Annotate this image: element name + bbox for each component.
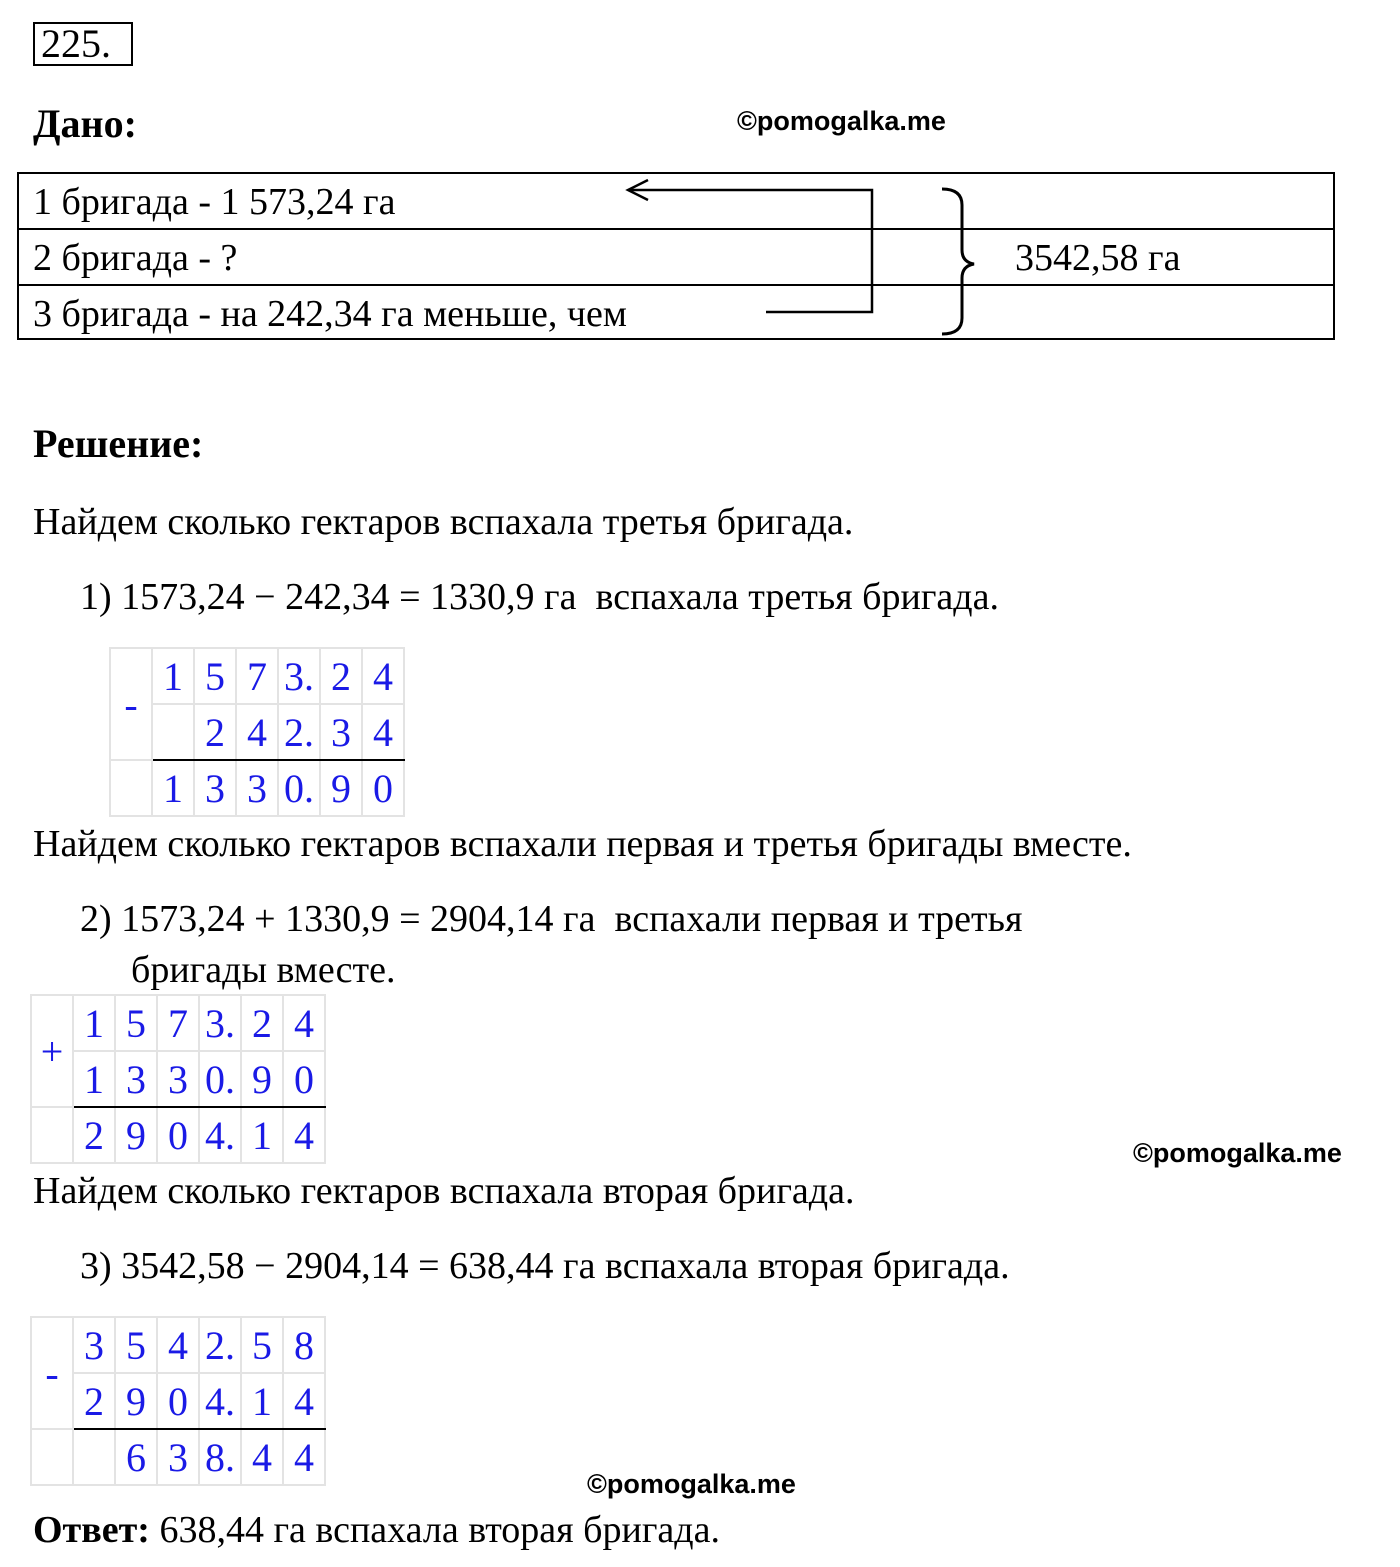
calc-row [31, 1317, 325, 1373]
arrow-icon [628, 180, 872, 312]
calc-cell: 2 [241, 995, 283, 1051]
calc-cell: 3 [115, 1051, 157, 1107]
calc-cell: 2 [320, 648, 362, 704]
given-row-3: 3 бригада - на 242,34 га меньше, чем [33, 293, 627, 335]
calc-cell: 4. [199, 1107, 241, 1163]
calc-operator: - [31, 1317, 73, 1429]
calc-row [31, 1429, 325, 1485]
calc-cell [31, 1107, 73, 1163]
calc-cell: 9 [115, 1373, 157, 1429]
calc-row [110, 648, 404, 704]
step2-text: Найдем сколько гектаров вспахали первая и третья бригады вместе. [33, 823, 1132, 865]
calc-cell: 8. [199, 1429, 241, 1485]
step2-number: 2) [80, 898, 112, 940]
calc-cell: 0 [362, 760, 404, 816]
step3-equation [80, 1244, 1010, 1288]
calc-operator: + [31, 995, 73, 1107]
calc-cell: 4 [283, 995, 325, 1051]
calc-cell: 1 [241, 1107, 283, 1163]
calc-cell: 5 [241, 1317, 283, 1373]
calc-cell: 1 [152, 760, 194, 816]
calc-cell: 3 [157, 1051, 199, 1107]
calc-cell: 0. [278, 760, 320, 816]
brace-icon [942, 189, 974, 334]
step2-equation [80, 897, 1022, 941]
answer-label: Ответ: [33, 1509, 150, 1551]
calc-addition-2 [30, 994, 326, 1164]
calc-cell: 4 [362, 704, 404, 760]
calc-cell: 5 [115, 995, 157, 1051]
step1-number: 1) [80, 576, 112, 618]
calc-cell: 0. [199, 1051, 241, 1107]
step1-math: 1573,24 − 242,34 = 1330,9 га [121, 576, 577, 618]
step3-tail: вспахала вторая бригада. [604, 1245, 1010, 1287]
given-heading: Дано: [33, 101, 137, 146]
given-connectors [0, 0, 1400, 400]
step1-tail: вспахала третья бригада. [595, 576, 999, 618]
calc-cell: 2. [199, 1317, 241, 1373]
given-row-2: 2 бригада - ? [33, 237, 238, 279]
step2-tail: вспахали первая и третья [614, 898, 1023, 940]
watermark-top: ©pomogalka.me [737, 106, 946, 136]
calc-row [31, 995, 325, 1051]
given-row-1: 1 бригада - 1 573,24 га [33, 181, 396, 223]
calc-cell: 1 [73, 995, 115, 1051]
watermark-bottom: ©pomogalka.me [587, 1469, 796, 1499]
calc-cell: 3 [157, 1429, 199, 1485]
calc-cell: 4 [236, 704, 278, 760]
calc-cell: 2 [73, 1107, 115, 1163]
calc-cell: 7 [157, 995, 199, 1051]
step3-math: 3542,58 − 2904,14 = 638,44 га [121, 1245, 596, 1287]
answer [33, 1508, 720, 1552]
calc-cell: 3 [320, 704, 362, 760]
calc-row [110, 760, 404, 816]
step2-tail-2: бригады вместе. [131, 949, 396, 991]
calc-cell: 4 [283, 1107, 325, 1163]
step3-text: Найдем сколько гектаров вспахала вторая бригада. [33, 1170, 855, 1212]
calc-cell: 3. [278, 648, 320, 704]
calc-cell: 4 [283, 1373, 325, 1429]
calc-cell: 3 [194, 760, 236, 816]
calc-cell [73, 1429, 115, 1485]
calc-cell: 5 [194, 648, 236, 704]
calc-row [31, 1373, 325, 1429]
calc-row [110, 704, 404, 760]
step1-equation [80, 575, 999, 619]
calc-subtraction-1 [109, 647, 405, 817]
calc-cell: 9 [320, 760, 362, 816]
calc-cell: 4. [199, 1373, 241, 1429]
solution-heading: Решение: [33, 421, 204, 466]
calc-cell: 2. [278, 704, 320, 760]
calc-cell: 4 [283, 1429, 325, 1485]
answer-text: 638,44 га вспахала вторая бригада. [159, 1509, 720, 1551]
calc-row [31, 1107, 325, 1163]
calc-cell: 8 [283, 1317, 325, 1373]
calc-cell: 3 [236, 760, 278, 816]
calc-cell: 3 [73, 1317, 115, 1373]
calc-cell: 7 [236, 648, 278, 704]
calc-cell [152, 704, 194, 760]
calc-row [31, 1051, 325, 1107]
calc-cell: 0 [283, 1051, 325, 1107]
given-total: 3542,58 га [1015, 237, 1181, 279]
calc-cell: 4 [157, 1317, 199, 1373]
calc-cell: 4 [362, 648, 404, 704]
calc-cell: 9 [115, 1107, 157, 1163]
calc-cell: 0 [157, 1373, 199, 1429]
calc-cell: 4 [241, 1429, 283, 1485]
task-number: 225. [33, 22, 133, 66]
calc-cell: 1 [73, 1051, 115, 1107]
calc-cell: 2 [194, 704, 236, 760]
calc-cell: 5 [115, 1317, 157, 1373]
calc-cell: 0 [157, 1107, 199, 1163]
calc-cell: 1 [152, 648, 194, 704]
step2-math: 1573,24 + 1330,9 = 2904,14 га [121, 898, 596, 940]
calc-subtraction-3 [30, 1316, 326, 1486]
calc-cell [110, 760, 152, 816]
calc-cell: 6 [115, 1429, 157, 1485]
step3-number: 3) [80, 1245, 112, 1287]
calc-cell: 2 [73, 1373, 115, 1429]
calc-cell: 9 [241, 1051, 283, 1107]
calc-cell: 3. [199, 995, 241, 1051]
step1-text: Найдем сколько гектаров вспахала третья бригада. [33, 501, 854, 543]
watermark-middle: ©pomogalka.me [1133, 1138, 1342, 1168]
calc-operator: - [110, 648, 152, 760]
calc-cell [31, 1429, 73, 1485]
calc-cell: 1 [241, 1373, 283, 1429]
